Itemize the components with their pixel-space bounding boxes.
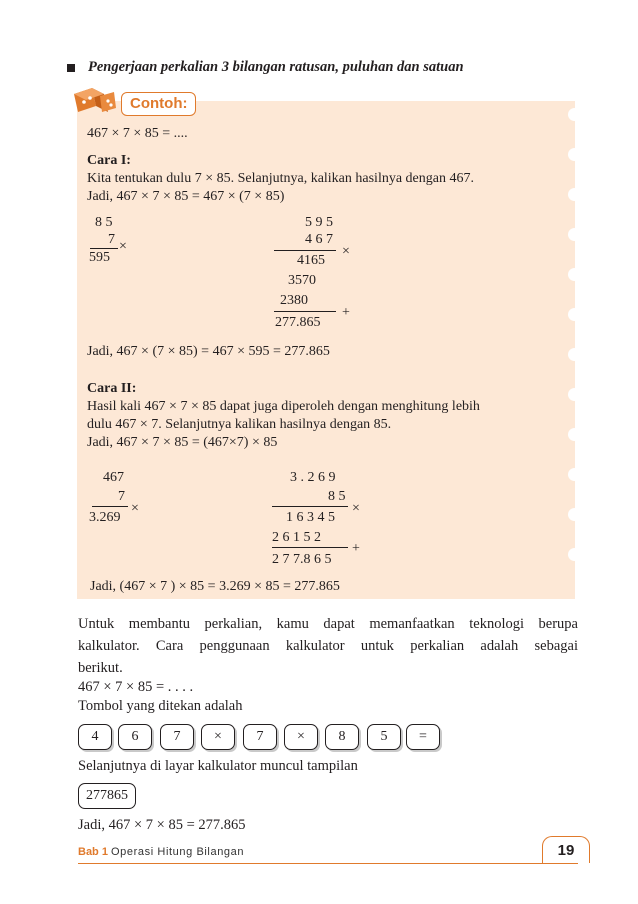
dice-icon	[70, 84, 118, 120]
cara2-b-rule2	[272, 547, 348, 548]
cara1-line2: Jadi, 467 × 7 × 85 = 467 × (7 × 85)	[87, 189, 285, 204]
body-paragraph-line3: berikut.	[78, 660, 123, 676]
cara2-a-result: 3.269	[89, 510, 121, 525]
final-answer: Jadi, 467 × 7 × 85 = 277.865	[78, 817, 246, 833]
cara1-b-p2: 3570	[288, 273, 316, 288]
cara1-b-p3: 2380	[280, 293, 308, 308]
cara2-a-mult: 7	[118, 489, 125, 504]
cara2-b-p1: 1 6 3 4 5	[286, 510, 335, 525]
calc-key-7: 7	[160, 724, 194, 750]
footer-rule	[78, 863, 578, 864]
cara2-b-rule1	[272, 506, 348, 507]
body-paragraph-line1: Untuk membantu perkalian, kamu dapat memanfaatkan teknologi berupa	[78, 616, 578, 632]
cara2-b-op: ×	[352, 501, 360, 516]
footer-chapter-number: Bab 1	[78, 846, 108, 858]
page-number: 19	[542, 836, 590, 863]
cara2-conclusion: Jadi, (467 × 7 ) × 85 = 3.269 × 85 = 277.865	[90, 579, 340, 594]
cara2-b-p2: 2 6 1 5 2	[272, 530, 321, 545]
cara1-b-rule1	[274, 250, 336, 251]
cara1-b-op: ×	[342, 244, 350, 259]
cara1-a-mult: 7	[108, 232, 115, 247]
calc-key-7b: 7	[243, 724, 277, 750]
footer-chapter	[78, 846, 244, 858]
display-intro: Selanjutnya di layar kalkulator muncul tampilan	[78, 758, 358, 774]
body-paragraph-line2: kalkulator. Cara penggunaan kalkulator untuk perkalian adalah sebagai	[78, 638, 578, 654]
cara1-b-mult: 4 6 7	[305, 232, 333, 247]
cara1-b-p1: 4165	[297, 253, 325, 268]
notebook-holes	[568, 108, 582, 588]
cara1-a-top: 8 5	[95, 215, 113, 230]
cara1-line1: Kita tentukan dulu 7 × 85. Selanjutnya, kalikan hasilnya dengan 467.	[87, 171, 474, 186]
cara1-b-rule2	[274, 311, 336, 312]
cara2-a-op: ×	[131, 501, 139, 516]
cara2-a-rule	[92, 506, 128, 507]
section-heading: Pengerjaan perkalian 3 bilangan ratusan, puluhan dan satuan	[88, 59, 464, 75]
calc-key-times: ×	[201, 724, 235, 750]
cara2-line3: Jadi, 467 × 7 × 85 = (467×7) × 85	[87, 435, 278, 450]
example-label: Contoh:	[121, 92, 196, 116]
footer-chapter-title: Operasi Hitung Bilangan	[111, 846, 245, 858]
cara1-b-plus: +	[342, 305, 350, 320]
calc-key-6: 6	[118, 724, 152, 750]
cara1-b-result: 277.865	[275, 315, 321, 330]
body-expression: 467 × 7 × 85 = . . . .	[78, 679, 194, 695]
calc-key-8: 8	[325, 724, 359, 750]
calc-key-times-b: ×	[284, 724, 318, 750]
calc-key-equals: =	[406, 724, 440, 750]
cara2-b-mult: 8 5	[328, 489, 346, 504]
bullet-square	[67, 64, 75, 72]
cara2-a-top: 467	[103, 470, 124, 485]
example-problem: 467 × 7 × 85 = ....	[87, 126, 188, 141]
cara2-title: Cara II:	[87, 381, 137, 396]
cara2-b-result: 2 7 7.8 6 5	[272, 552, 332, 567]
cara1-b-top: 5 9 5	[305, 215, 333, 230]
cara2-line2: dulu 467 × 7. Selanjutnya kalikan hasilnya dengan 85.	[87, 417, 392, 432]
keys-intro: Tombol yang ditekan adalah	[78, 698, 243, 714]
calc-key-4: 4	[78, 724, 112, 750]
cara2-b-top: 3 . 2 6 9	[290, 470, 336, 485]
cara1-a-result: 595	[89, 250, 110, 265]
cara1-title: Cara I:	[87, 153, 131, 168]
cara2-line1: Hasil kali 467 × 7 × 85 dapat juga diperoleh dengan menghitung lebih	[87, 399, 480, 414]
calculator-display: 277865	[78, 783, 136, 809]
cara2-b-plus: +	[352, 541, 360, 556]
cara1-a-op: ×	[119, 239, 127, 254]
calc-key-5: 5	[367, 724, 401, 750]
cara1-conclusion: Jadi, 467 × (7 × 85) = 467 × 595 = 277.865	[87, 344, 330, 359]
